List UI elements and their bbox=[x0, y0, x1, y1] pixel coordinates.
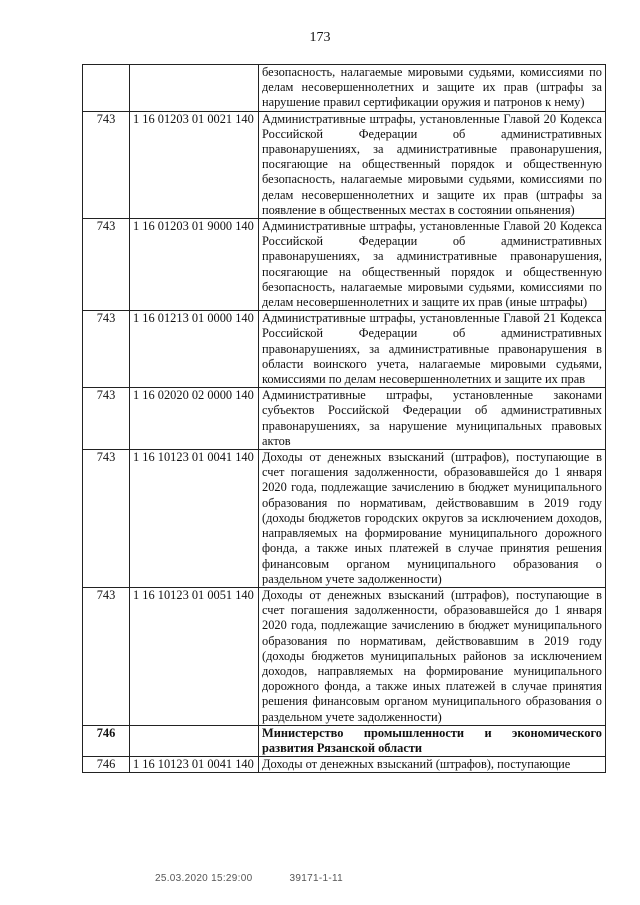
description-cell: Административные штрафы, установленные Главой 21 Кодекса Российской Федерации об административных правонарушениях, за административные правонарушения в области воинского учета, налагаемые мировыми судьями, комиссиями по делам несовершеннолетних и защите их прав bbox=[259, 311, 606, 388]
footer-stamp bbox=[155, 873, 377, 884]
table-row bbox=[83, 65, 606, 112]
budget-code-cell: 1 16 10123 01 0051 140 bbox=[130, 587, 259, 725]
admin-code-cell: 746 bbox=[83, 757, 130, 773]
table-row bbox=[83, 587, 606, 725]
budget-code-cell: 1 16 10123 01 0041 140 bbox=[130, 757, 259, 773]
admin-code-cell bbox=[83, 65, 130, 112]
admin-code-cell: 743 bbox=[83, 311, 130, 388]
table-row bbox=[83, 725, 606, 756]
admin-code-cell: 743 bbox=[83, 388, 130, 450]
admin-code-cell: 743 bbox=[83, 450, 130, 588]
description-cell: Доходы от денежных взысканий (штрафов), поступающие в счет погашения задолженности, образовавшейся до 1 января 2020 года, подлежащие зачислению в бюджет муниципального образования по нормативам, действовавшим в 2019 году (доходы бюджетов муниципальных районов за исключением доходов, направляемых на формирование муниципального дорожного фонда, а также иных платежей в случае принятия решения финансовым органом муниципального образования о раздельном учете задолженности) bbox=[259, 587, 606, 725]
description-cell: Административные штрафы, установленные Главой 20 Кодекса Российской Федерации об административных правонарушениях, за административные правонарушения, посягающие на общественный порядок и общественную безопасность, налагаемые мировыми судьями, комиссиями по делам несовершеннолетних и защите их прав (штрафы за появление в общественных местах в состоянии опьянения) bbox=[259, 111, 606, 218]
footer-timestamp: 25.03.2020 15:29:00 bbox=[155, 873, 253, 884]
description-cell: Административные штрафы, установленные законами субъектов Российской Федерации об административных правонарушениях, за нарушение муниципальных правовых актов bbox=[259, 388, 606, 450]
table-row bbox=[83, 388, 606, 450]
description-cell: Доходы от денежных взысканий (штрафов), поступающие bbox=[259, 757, 606, 773]
admin-code-cell: 743 bbox=[83, 219, 130, 311]
page-number: 173 bbox=[309, 30, 331, 45]
table-row bbox=[83, 450, 606, 588]
description-cell: Доходы от денежных взысканий (штрафов), поступающие в счет погашения задолженности, образовавшейся до 1 января 2020 года, подлежащие зачислению в бюджет муниципального образования по нормативам, действовавшим в 2019 году (доходы бюджетов городских округов за исключением доходов, направляемых на формирование муниципального дорожного фонда, а также иных платежей в случае принятия решения финансовым органом муниципального образования о раздельном учете задолженности) bbox=[259, 450, 606, 588]
admin-code-cell: 743 bbox=[83, 587, 130, 725]
budget-code-cell: 1 16 01203 01 0021 140 bbox=[130, 111, 259, 218]
admin-code-cell: 743 bbox=[83, 111, 130, 218]
table-body bbox=[83, 65, 606, 773]
budget-code-cell bbox=[130, 65, 259, 112]
admin-code-cell: 746 bbox=[83, 725, 130, 756]
budget-code-cell: 1 16 01203 01 9000 140 bbox=[130, 219, 259, 311]
description-cell: безопасность, налагаемые мировыми судьями, комиссиями по делам несовершеннолетних и защите их прав (штрафы за нарушение правил сертификации оружия и патронов к нему) bbox=[259, 65, 606, 112]
budget-code-cell bbox=[130, 725, 259, 756]
budget-codes-table bbox=[82, 64, 606, 773]
budget-code-cell: 1 16 01213 01 0000 140 bbox=[130, 311, 259, 388]
table-row bbox=[83, 219, 606, 311]
budget-code-cell: 1 16 10123 01 0041 140 bbox=[130, 450, 259, 588]
table-row bbox=[83, 311, 606, 388]
table-row bbox=[83, 111, 606, 218]
description-cell: Министерство промышленности и экономического развития Рязанской области bbox=[259, 725, 606, 756]
budget-code-cell: 1 16 02020 02 0000 140 bbox=[130, 388, 259, 450]
description-cell: Административные штрафы, установленные Главой 20 Кодекса Российской Федерации об административных правонарушениях, за административные правонарушения, посягающие на общественный порядок и общественную безопасность, налагаемые мировыми судьями, комиссиями по делам несовершеннолетних и защите их прав (иные штрафы) bbox=[259, 219, 606, 311]
footer-doc-id: 39171-1-11 bbox=[289, 873, 343, 884]
table-row bbox=[83, 757, 606, 773]
